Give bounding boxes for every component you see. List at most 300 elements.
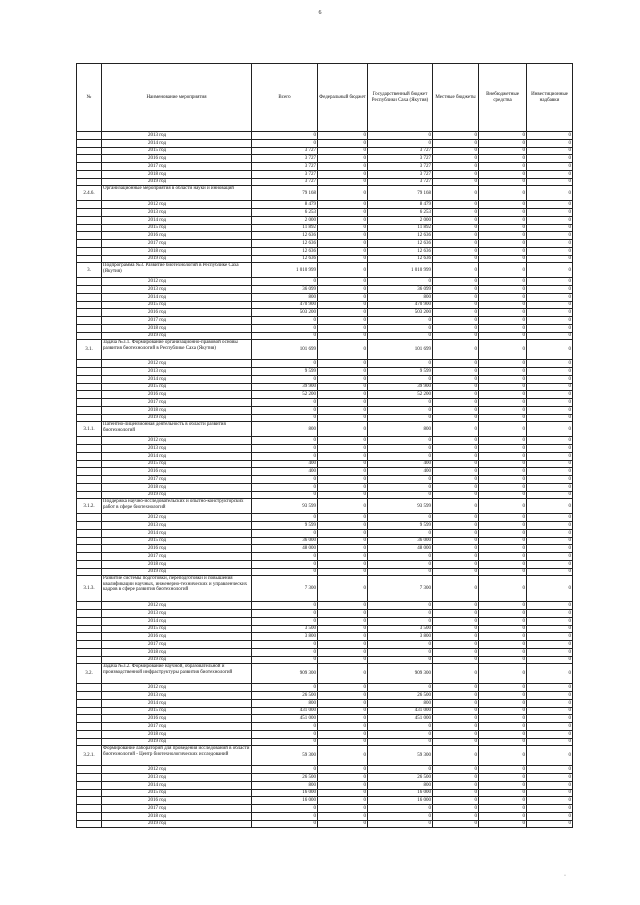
cell-local: 0 (433, 602, 479, 610)
cell-federal: 0 (318, 201, 368, 209)
cell-republic: 16 000 (368, 797, 433, 805)
cell-local: 0 (433, 820, 479, 828)
cell-local: 0 (433, 529, 479, 537)
cell-total: 36 099 (252, 286, 318, 294)
cell-investment: 0 (527, 684, 573, 692)
cell-year: 2013 год (102, 610, 252, 618)
cell-republic: 36 099 (368, 286, 433, 294)
cell-investment: 0 (527, 309, 573, 317)
cell-number (77, 178, 102, 186)
cell-extrabudget: 0 (479, 766, 527, 774)
cell-investment: 0 (527, 730, 573, 738)
cell-extrabudget: 0 (479, 797, 527, 805)
cell-number (77, 545, 102, 553)
cell-number (77, 723, 102, 731)
cell-total: 1 010 999 (252, 263, 318, 278)
cell-federal: 0 (318, 286, 368, 294)
table-row-year (77, 610, 573, 618)
cell-local: 0 (433, 278, 479, 286)
cell-federal: 0 (318, 317, 368, 325)
cell-republic: 12 636 (368, 232, 433, 240)
cell-total: 400 (252, 468, 318, 476)
cell-number (77, 278, 102, 286)
cell-federal: 0 (318, 723, 368, 731)
cell-total: 0 (252, 812, 318, 820)
cell-investment: 0 (527, 301, 573, 309)
cell-investment: 0 (527, 715, 573, 723)
cell-investment: 0 (527, 491, 573, 499)
cell-year: 2012 год (102, 602, 252, 610)
cell-local: 0 (433, 132, 479, 140)
cell-year: 2017 год (102, 641, 252, 649)
cell-federal: 0 (318, 278, 368, 286)
cell-republic: 431 000 (368, 707, 433, 715)
cell-number (77, 317, 102, 325)
cell-year: 2012 год (102, 437, 252, 445)
cell-total: 0 (252, 437, 318, 445)
cell-year: 2017 год (102, 723, 252, 731)
cell-year: 2018 год (102, 324, 252, 332)
cell-investment: 0 (527, 209, 573, 217)
cell-activity-name: Задача №3.2. Формирование научной, образовательной и производственной инфраструктуры развития биотехнологий (102, 664, 252, 684)
cell-total: 3 727 (252, 178, 318, 186)
table-row-year (77, 437, 573, 445)
cell-number (77, 163, 102, 171)
cell-number (77, 445, 102, 453)
cell-republic: 800 (368, 422, 433, 437)
table-row-year (77, 684, 573, 692)
cell-number: 3.1. (77, 340, 102, 360)
cell-local: 0 (433, 155, 479, 163)
cell-extrabudget: 0 (479, 476, 527, 484)
table-row-year (77, 774, 573, 782)
cell-activity-name: Задача №3.1. Формирование организационно-правовой основы развития биотехнологий в Республике Саха (Якутия) (102, 340, 252, 360)
cell-investment: 0 (527, 746, 573, 766)
cell-number (77, 368, 102, 376)
cell-federal: 0 (318, 699, 368, 707)
cell-republic: 7 300 (368, 576, 433, 602)
cell-federal: 0 (318, 553, 368, 561)
cell-federal: 0 (318, 648, 368, 656)
table-row-year (77, 723, 573, 731)
cell-investment: 0 (527, 406, 573, 414)
cell-local: 0 (433, 209, 479, 217)
cell-federal: 0 (318, 232, 368, 240)
cell-total: 0 (252, 399, 318, 407)
table-row-item (77, 664, 573, 684)
cell-local: 0 (433, 610, 479, 618)
cell-local: 0 (433, 617, 479, 625)
cell-extrabudget: 0 (479, 383, 527, 391)
cell-local: 0 (433, 170, 479, 178)
cell-investment: 0 (527, 391, 573, 399)
table-row-year (77, 483, 573, 491)
cell-republic: 0 (368, 738, 433, 746)
cell-federal: 0 (318, 132, 368, 140)
cell-total: 101 699 (252, 340, 318, 360)
cell-republic: 800 (368, 293, 433, 301)
cell-total: 16 000 (252, 797, 318, 805)
cell-federal: 0 (318, 545, 368, 553)
cell-number (77, 648, 102, 656)
cell-investment: 0 (527, 537, 573, 545)
cell-number (77, 383, 102, 391)
cell-local: 0 (433, 186, 479, 201)
cell-republic: 0 (368, 529, 433, 537)
cell-investment: 0 (527, 286, 573, 294)
table-row-year (77, 766, 573, 774)
cell-republic: 0 (368, 602, 433, 610)
cell-federal: 0 (318, 805, 368, 813)
table-row-year (77, 139, 573, 147)
cell-investment: 0 (527, 255, 573, 263)
table-row-year (77, 468, 573, 476)
cell-number (77, 224, 102, 232)
cell-extrabudget: 0 (479, 445, 527, 453)
cell-republic: 3 727 (368, 178, 433, 186)
cell-year: 2015 год (102, 789, 252, 797)
cell-number (77, 139, 102, 147)
cell-extrabudget: 0 (479, 491, 527, 499)
cell-number: 3.1.3. (77, 576, 102, 602)
cell-republic: 0 (368, 805, 433, 813)
cell-year: 2016 год (102, 797, 252, 805)
cell-federal: 0 (318, 641, 368, 649)
cell-total: 0 (252, 317, 318, 325)
cell-federal: 0 (318, 360, 368, 368)
cell-extrabudget: 0 (479, 147, 527, 155)
cell-local: 0 (433, 468, 479, 476)
cell-local: 0 (433, 625, 479, 633)
cell-investment: 0 (527, 812, 573, 820)
table-row-year (77, 625, 573, 633)
cell-extrabudget: 0 (479, 247, 527, 255)
cell-investment: 0 (527, 201, 573, 209)
table-row-year (77, 553, 573, 561)
cell-investment: 0 (527, 240, 573, 248)
cell-extrabudget: 0 (479, 132, 527, 140)
cell-total: 0 (252, 483, 318, 491)
cell-federal: 0 (318, 368, 368, 376)
cell-investment: 0 (527, 699, 573, 707)
cell-investment: 0 (527, 468, 573, 476)
cell-federal: 0 (318, 255, 368, 263)
header-cell-total: Всего (252, 64, 318, 132)
cell-number (77, 406, 102, 414)
cell-federal: 0 (318, 332, 368, 340)
cell-number (77, 437, 102, 445)
cell-extrabudget: 0 (479, 774, 527, 782)
cell-federal: 0 (318, 812, 368, 820)
cell-total: 12 636 (252, 240, 318, 248)
cell-extrabudget: 0 (479, 317, 527, 325)
cell-total: 3 500 (252, 625, 318, 633)
cell-republic: 0 (368, 560, 433, 568)
cell-federal: 0 (318, 715, 368, 723)
table-row-year (77, 602, 573, 610)
cell-investment: 0 (527, 820, 573, 828)
cell-local: 0 (433, 255, 479, 263)
cell-republic: 0 (368, 568, 433, 576)
table-row-year (77, 545, 573, 553)
cell-total: 0 (252, 139, 318, 147)
cell-federal: 0 (318, 468, 368, 476)
cell-extrabudget: 0 (479, 209, 527, 217)
cell-federal: 0 (318, 707, 368, 715)
table-row-year (77, 170, 573, 178)
cell-extrabudget: 0 (479, 460, 527, 468)
cell-number: 3.2.1. (77, 746, 102, 766)
cell-year: 2012 год (102, 766, 252, 774)
cell-extrabudget: 0 (479, 340, 527, 360)
cell-federal: 0 (318, 139, 368, 147)
cell-year: 2017 год (102, 399, 252, 407)
cell-republic: 0 (368, 730, 433, 738)
table-row-year (77, 201, 573, 209)
cell-republic: 12 636 (368, 247, 433, 255)
cell-year: 2016 год (102, 545, 252, 553)
cell-investment: 0 (527, 617, 573, 625)
cell-investment: 0 (527, 340, 573, 360)
cell-number (77, 216, 102, 224)
cell-extrabudget: 0 (479, 240, 527, 248)
cell-extrabudget: 0 (479, 201, 527, 209)
cell-year: 2018 год (102, 648, 252, 656)
cell-federal: 0 (318, 491, 368, 499)
cell-investment: 0 (527, 383, 573, 391)
cell-number (77, 568, 102, 576)
cell-total: 7 300 (252, 576, 318, 602)
cell-year: 2015 год (102, 383, 252, 391)
cell-investment: 0 (527, 514, 573, 522)
cell-total: 2 000 (252, 216, 318, 224)
cell-republic: 800 (368, 699, 433, 707)
cell-extrabudget: 0 (479, 522, 527, 530)
cell-republic: 52 200 (368, 391, 433, 399)
cell-extrabudget: 0 (479, 664, 527, 684)
cell-investment: 0 (527, 805, 573, 813)
table-row-year (77, 368, 573, 376)
cell-local: 0 (433, 707, 479, 715)
cell-number (77, 452, 102, 460)
cell-year: 2017 год (102, 317, 252, 325)
cell-republic: 400 (368, 468, 433, 476)
cell-investment: 0 (527, 247, 573, 255)
cell-investment: 0 (527, 332, 573, 340)
cell-total: 48 000 (252, 545, 318, 553)
cell-total: 3 727 (252, 155, 318, 163)
cell-local: 0 (433, 789, 479, 797)
cell-extrabudget: 0 (479, 545, 527, 553)
cell-extrabudget: 0 (479, 529, 527, 537)
cell-investment: 0 (527, 774, 573, 782)
table-row-year (77, 309, 573, 317)
cell-investment: 0 (527, 445, 573, 453)
cell-extrabudget: 0 (479, 648, 527, 656)
cell-republic: 0 (368, 648, 433, 656)
cell-number: 2.4.6. (77, 186, 102, 201)
cell-year: 2013 год (102, 286, 252, 294)
cell-year: 2017 год (102, 476, 252, 484)
cell-investment: 0 (527, 368, 573, 376)
cell-federal: 0 (318, 522, 368, 530)
cell-total: 400 (252, 460, 318, 468)
cell-year: 2013 год (102, 445, 252, 453)
cell-federal: 0 (318, 499, 368, 514)
cell-total: 0 (252, 324, 318, 332)
cell-extrabudget: 0 (479, 483, 527, 491)
cell-number (77, 201, 102, 209)
cell-number (77, 633, 102, 641)
table-row-year (77, 715, 573, 723)
cell-number (77, 514, 102, 522)
cell-extrabudget: 0 (479, 781, 527, 789)
cell-year: 2016 год (102, 309, 252, 317)
cell-investment: 0 (527, 522, 573, 530)
cell-federal: 0 (318, 568, 368, 576)
cell-local: 0 (433, 309, 479, 317)
cell-extrabudget: 0 (479, 216, 527, 224)
table-row-year (77, 452, 573, 460)
cell-number (77, 730, 102, 738)
cell-local: 0 (433, 301, 479, 309)
table-row-year (77, 178, 573, 186)
cell-investment: 0 (527, 723, 573, 731)
cell-republic: 0 (368, 132, 433, 140)
cell-federal: 0 (318, 399, 368, 407)
cell-local: 0 (433, 317, 479, 325)
table-row-year (77, 216, 573, 224)
cell-local: 0 (433, 293, 479, 301)
cell-total: 0 (252, 375, 318, 383)
table-row-year (77, 699, 573, 707)
cell-total: 0 (252, 414, 318, 422)
cell-local: 0 (433, 445, 479, 453)
cell-republic: 470 900 (368, 301, 433, 309)
cell-republic: 6 253 (368, 209, 433, 217)
cell-total: 0 (252, 805, 318, 813)
cell-local: 0 (433, 399, 479, 407)
cell-total: 12 636 (252, 247, 318, 255)
cell-investment: 0 (527, 545, 573, 553)
cell-republic: 48 000 (368, 545, 433, 553)
cell-total: 0 (252, 514, 318, 522)
cell-number (77, 684, 102, 692)
cell-federal: 0 (318, 406, 368, 414)
cell-year: 2018 год (102, 170, 252, 178)
cell-number (77, 476, 102, 484)
cell-total: 52 200 (252, 391, 318, 399)
cell-number (77, 781, 102, 789)
cell-activity-name: Патентно-лицензионная деятельность в области развития биотехнологий (102, 422, 252, 437)
cell-extrabudget: 0 (479, 293, 527, 301)
cell-total: 0 (252, 332, 318, 340)
cell-local: 0 (433, 664, 479, 684)
cell-investment: 0 (527, 232, 573, 240)
table-row-year (77, 537, 573, 545)
cell-total: 0 (252, 738, 318, 746)
cell-extrabudget: 0 (479, 699, 527, 707)
cell-investment: 0 (527, 692, 573, 700)
cell-local: 0 (433, 522, 479, 530)
cell-year: 2012 год (102, 684, 252, 692)
cell-federal: 0 (318, 529, 368, 537)
table-row-year (77, 789, 573, 797)
cell-number (77, 602, 102, 610)
table-row-year (77, 301, 573, 309)
cell-investment: 0 (527, 625, 573, 633)
table-row-year (77, 240, 573, 248)
cell-number (77, 301, 102, 309)
cell-extrabudget: 0 (479, 715, 527, 723)
cell-number (77, 468, 102, 476)
cell-republic: 39 900 (368, 383, 433, 391)
cell-extrabudget: 0 (479, 437, 527, 445)
table-row-year (77, 641, 573, 649)
cell-investment: 0 (527, 602, 573, 610)
cell-local: 0 (433, 368, 479, 376)
cell-federal: 0 (318, 576, 368, 602)
cell-federal: 0 (318, 476, 368, 484)
cell-year: 2015 год (102, 707, 252, 715)
cell-total: 0 (252, 656, 318, 664)
cell-year: 2018 год (102, 406, 252, 414)
budget-table (76, 63, 573, 828)
table-row-year (77, 293, 573, 301)
cell-investment: 0 (527, 553, 573, 561)
cell-total: 0 (252, 491, 318, 499)
cell-investment: 0 (527, 499, 573, 514)
table-row-item (77, 576, 573, 602)
cell-federal: 0 (318, 692, 368, 700)
cell-local: 0 (433, 812, 479, 820)
cell-total: 0 (252, 820, 318, 828)
cell-republic: 0 (368, 476, 433, 484)
cell-local: 0 (433, 692, 479, 700)
cell-total: 9 599 (252, 522, 318, 530)
table-row-year (77, 445, 573, 453)
cell-year: 2019 год (102, 656, 252, 664)
header-cell-name: Наименование мероприятия (102, 64, 252, 132)
cell-republic: 0 (368, 766, 433, 774)
cell-extrabudget: 0 (479, 139, 527, 147)
cell-total: 470 900 (252, 301, 318, 309)
cell-year: 2014 год (102, 781, 252, 789)
cell-extrabudget: 0 (479, 301, 527, 309)
cell-investment: 0 (527, 155, 573, 163)
cell-federal: 0 (318, 789, 368, 797)
table-body (77, 132, 573, 828)
cell-local: 0 (433, 774, 479, 782)
cell-total: 59 300 (252, 746, 318, 766)
cell-number (77, 797, 102, 805)
cell-year: 2019 год (102, 414, 252, 422)
cell-republic: 451 000 (368, 715, 433, 723)
cell-federal: 0 (318, 820, 368, 828)
table-row-item (77, 422, 573, 437)
cell-extrabudget: 0 (479, 375, 527, 383)
cell-year: 2017 год (102, 805, 252, 813)
cell-investment: 0 (527, 610, 573, 618)
cell-year: 2014 год (102, 699, 252, 707)
header-cell-republic: Государственный бюджет Республики Саха (Якутия) (368, 64, 433, 132)
cell-republic: 0 (368, 406, 433, 414)
cell-number (77, 625, 102, 633)
cell-republic: 16 000 (368, 789, 433, 797)
cell-total: 26 500 (252, 774, 318, 782)
cell-investment: 0 (527, 293, 573, 301)
cell-republic: 0 (368, 820, 433, 828)
